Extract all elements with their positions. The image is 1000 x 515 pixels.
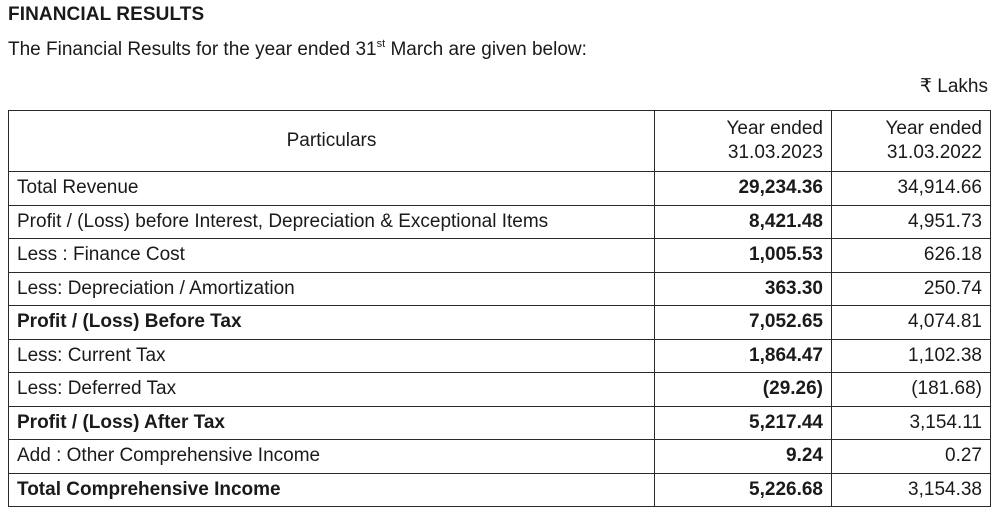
current-year-header-line2: 31.03.2023 (727, 142, 823, 163)
table-header (9, 111, 991, 172)
table-row-subtotal (9, 306, 991, 340)
previous-year-header-line1: Year ended (885, 118, 982, 139)
row-label: Less: Current Tax (9, 339, 655, 373)
table-row (9, 172, 991, 206)
particulars-header: Particulars (9, 111, 655, 172)
row-label: Total Revenue (9, 172, 655, 206)
previous-year-value: 4,951.73 (832, 205, 991, 239)
table-row-subtotal (9, 406, 991, 440)
table-row-total (9, 473, 991, 507)
previous-year-value: 4,074.81 (832, 306, 991, 340)
row-label: Less : Finance Cost (9, 239, 655, 273)
previous-year-header (832, 111, 991, 172)
previous-year-header-line2: 31.03.2022 (886, 142, 982, 163)
currency-unit-label: ₹ Lakhs (919, 76, 988, 97)
current-year-value: 29,234.36 (655, 172, 832, 206)
table-row (9, 239, 991, 273)
previous-year-value: (181.68) (832, 373, 991, 407)
previous-year-value: 1,102.38 (832, 339, 991, 373)
row-label: Profit / (Loss) Before Tax (9, 306, 655, 340)
table-row (9, 440, 991, 474)
previous-year-value: 626.18 (832, 239, 991, 273)
previous-year-value: 3,154.38 (832, 473, 991, 507)
table-row (9, 205, 991, 239)
intro-text-start: The Financial Results for the year ended 31 (8, 39, 377, 60)
current-year-value: 7,052.65 (655, 306, 832, 340)
previous-year-value: 250.74 (832, 272, 991, 306)
row-label: Profit / (Loss) After Tax (9, 406, 655, 440)
previous-year-value: 34,914.66 (832, 172, 991, 206)
current-year-value: 9.24 (655, 440, 832, 474)
current-year-value: 5,217.44 (655, 406, 832, 440)
current-year-value: 5,226.68 (655, 473, 832, 507)
row-label: Total Comprehensive Income (9, 473, 655, 507)
current-year-value: (29.26) (655, 373, 832, 407)
current-year-value: 363.30 (655, 272, 832, 306)
current-year-header-line1: Year ended (726, 118, 823, 139)
previous-year-value: 0.27 (832, 440, 991, 474)
table-row (9, 373, 991, 407)
intro-text-end: March are given below: (385, 39, 587, 60)
current-year-value: 1,005.53 (655, 239, 832, 273)
ordinal-suffix: st (376, 37, 386, 50)
current-year-value: 8,421.48 (655, 205, 832, 239)
table-row (9, 339, 991, 373)
header-row (9, 111, 991, 172)
row-label: Profit / (Loss) before Interest, Depreciation & Exceptional Items (9, 205, 655, 239)
table-body (9, 172, 991, 507)
row-label: Add : Other Comprehensive Income (9, 440, 655, 474)
intro-text (8, 39, 587, 61)
current-year-header (655, 111, 832, 172)
row-label: Less: Deferred Tax (9, 373, 655, 407)
row-label: Less: Depreciation / Amortization (9, 272, 655, 306)
financial-results-table (8, 110, 991, 507)
table-row (9, 272, 991, 306)
previous-year-value: 3,154.11 (832, 406, 991, 440)
current-year-value: 1,864.47 (655, 339, 832, 373)
section-heading: FINANCIAL RESULTS (8, 4, 205, 25)
